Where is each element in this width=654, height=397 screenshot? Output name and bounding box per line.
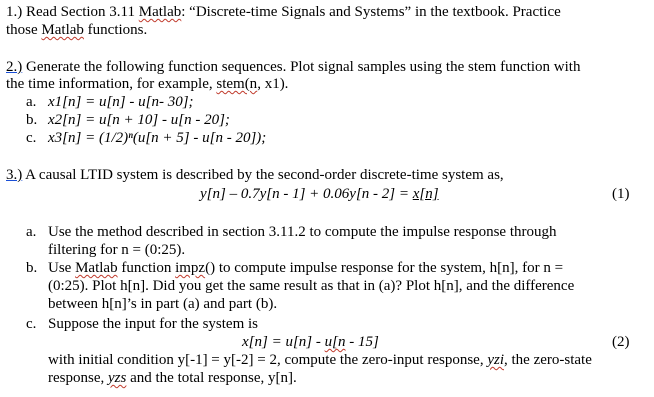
q1-text: : “Discrete-time Signals and Systems” in the textbook. Practice — [181, 4, 561, 20]
equation: - 15] — [345, 334, 379, 350]
q2-number: 2.) — [6, 59, 23, 75]
q2-item-c — [26, 130, 266, 147]
equation: x3[n] = (1/2)ⁿ(u[n + 5] - u[n - 20]); — [48, 130, 267, 146]
q2-item-a — [26, 94, 194, 111]
spellcheck-word: u[n — [324, 334, 346, 350]
equation-2 — [242, 334, 379, 351]
q2-text: Generate the following function sequences. Plot signal samples using the stem function with — [22, 59, 581, 75]
q3-text: Use the method described in section 3.11.2 to compute the impulse response through — [48, 224, 557, 240]
equation-number: (1) — [612, 186, 630, 202]
equation-1 — [200, 186, 439, 203]
q3-item-a — [26, 224, 557, 241]
spellcheck-word: Matlab — [41, 22, 84, 38]
q1-line-2 — [6, 22, 147, 39]
q3-text: () to compute impulse response for the system, h[n], for n = — [205, 260, 564, 276]
list-marker: c. — [26, 130, 37, 146]
q3-text: with initial condition y[-1] = y[-2] = 2, compute the zero-input response, — [48, 352, 488, 368]
spellcheck-word: stem(n — [216, 76, 258, 92]
list-marker: b. — [26, 260, 38, 276]
q2-line-2 — [6, 76, 288, 93]
q3-item-b — [26, 260, 563, 277]
q3-c-line-3 — [48, 370, 297, 387]
spellcheck-word: yzi — [487, 352, 504, 368]
q3-text: A causal LTID system is described by the second-order discrete-time system as, — [22, 167, 504, 183]
spellcheck-word: yzs — [108, 370, 127, 386]
q3-text: function — [117, 260, 176, 276]
q3-text: Use — [48, 260, 76, 276]
q3-c-line-2 — [48, 352, 592, 369]
spellcheck-word: impz — [175, 260, 206, 276]
spellcheck-word: Matlab — [138, 4, 182, 20]
q1-text: 1.) Read Section 3.11 — [6, 4, 139, 20]
equation: x1[n] = u[n] - u[n- 30]; — [48, 94, 194, 110]
q3-item-c — [26, 316, 258, 333]
q3-text: , the zero-state — [504, 352, 592, 368]
equation: x[n] — [412, 186, 439, 202]
equation-number: (2) — [612, 334, 630, 350]
equation: y[n] – 0.7y[n - 1] + 0.06y[n - 2] = — [200, 186, 413, 202]
q3-text: filtering for n = (0:25). — [48, 242, 186, 258]
q3-text: and the total response, y[n]. — [126, 370, 297, 386]
q3-text: response, — [48, 370, 108, 386]
q3-text: between h[n]’s in part (a) and part (b). — [48, 296, 278, 312]
spellcheck-word: Matlab — [75, 260, 118, 276]
q1-text: those — [6, 22, 42, 38]
list-marker: c. — [26, 316, 37, 332]
q2-text: the time information, for example, — [6, 76, 217, 92]
q2-text: , x1). — [257, 76, 289, 92]
list-marker: b. — [26, 112, 38, 128]
list-marker: a. — [26, 224, 37, 240]
q2-line-1 — [6, 59, 580, 76]
list-marker: a. — [26, 94, 37, 110]
q1-line-1 — [6, 4, 561, 21]
q3-line-1 — [6, 167, 504, 184]
q3-text: Suppose the input for the system is — [48, 316, 258, 332]
q1-text: functions. — [83, 22, 148, 38]
equation: x2[n] = u[n + 10] - u[n - 20]; — [48, 112, 230, 128]
q2-item-b — [26, 112, 230, 129]
q3-text: (0:25). Plot h[n]. Did you get the same result as that in (a)? Plot h[n], and the difference — [48, 278, 575, 294]
q3-number: 3.) — [6, 167, 23, 183]
equation: x[n] = u[n] - — [242, 334, 325, 350]
